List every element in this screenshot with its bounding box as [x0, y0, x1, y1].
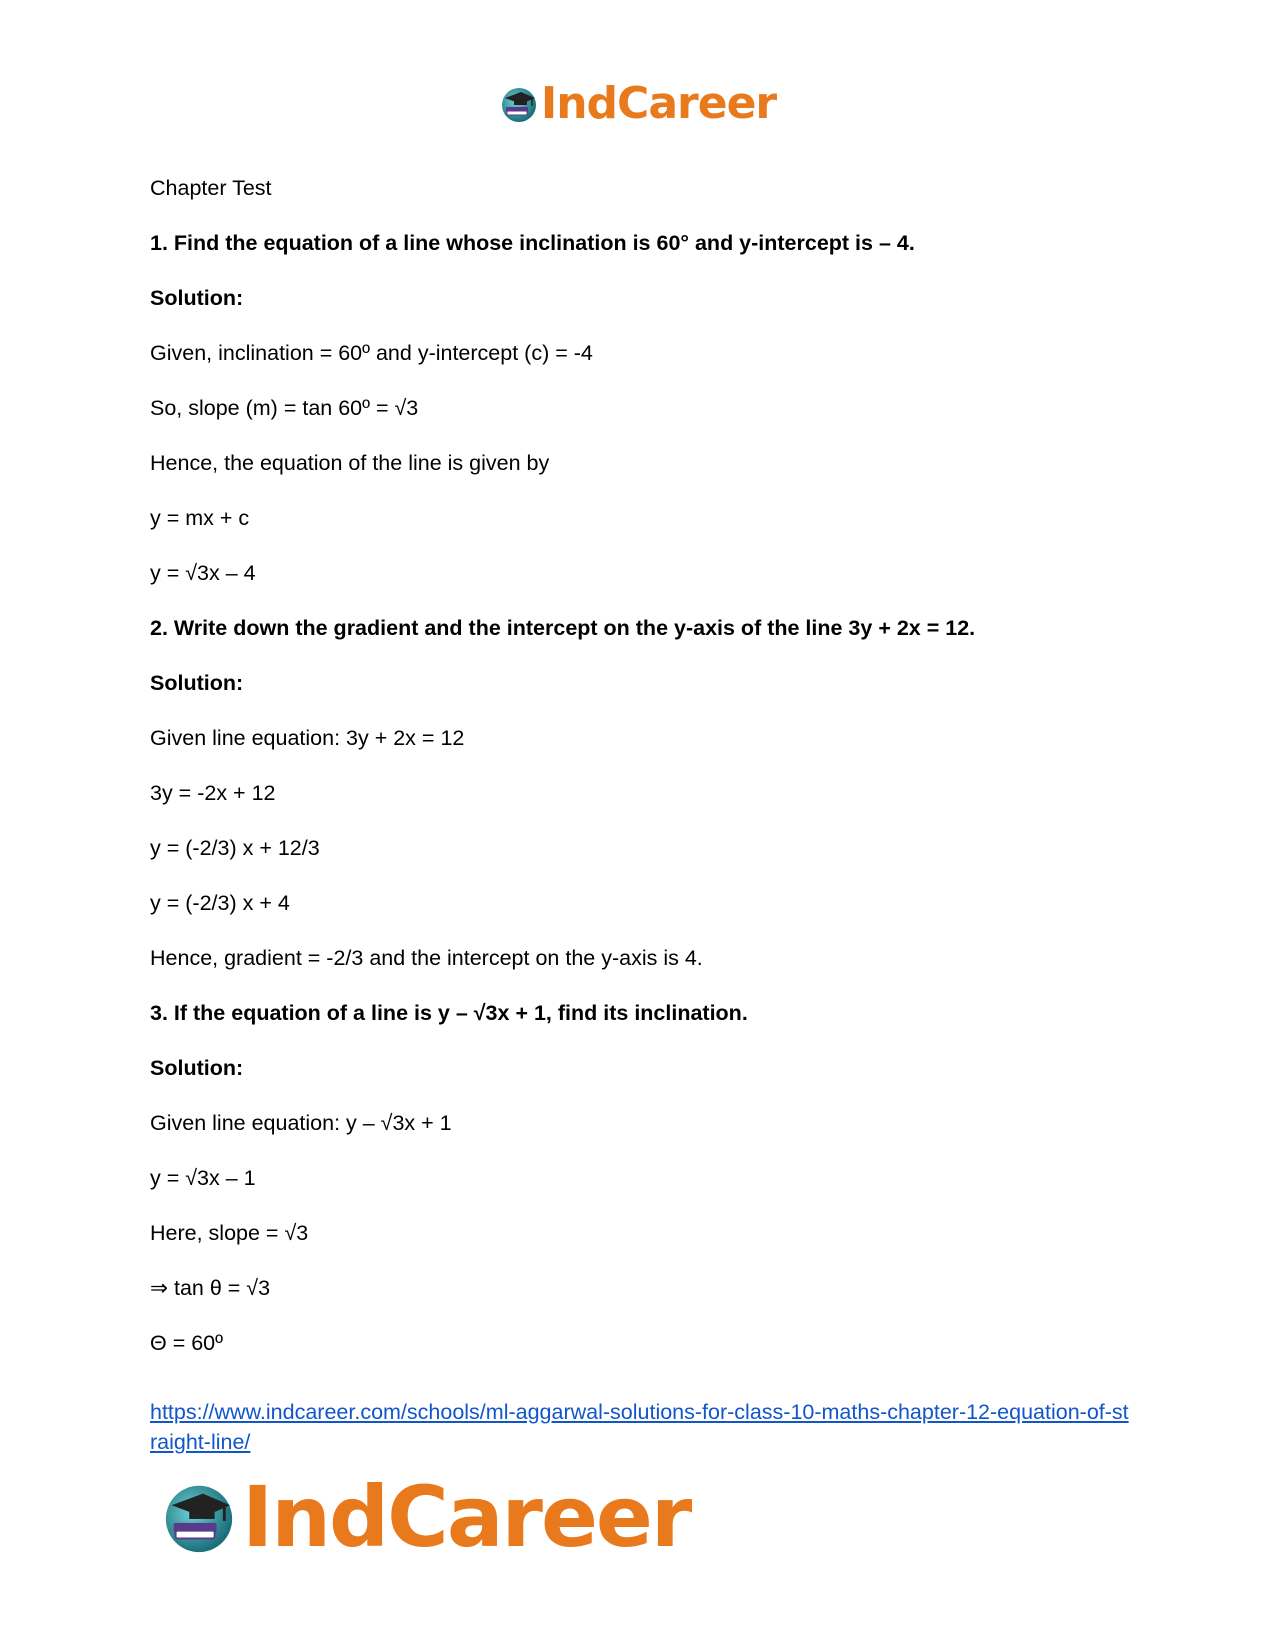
- source-link-block: [150, 1397, 1130, 1457]
- header-brand-text: IndCareer: [540, 78, 777, 129]
- text-line: Given line equation: 3y + 2x = 12: [150, 726, 465, 750]
- text-line: y = √3x – 1: [150, 1166, 256, 1190]
- question-or-heading-line: Solution:: [150, 286, 244, 310]
- question-or-heading-line: Solution:: [150, 671, 244, 695]
- text-line: y = √3x – 4: [150, 561, 256, 585]
- text-line: Hence, gradient = -2/3 and the intercept on the y-axis is 4.: [150, 946, 703, 970]
- text-line: So, slope (m) = tan 60º = √3: [150, 396, 419, 420]
- text-line: 3y = -2x + 12: [150, 781, 276, 805]
- source-link[interactable]: https://www.indcareer.com/schools/ml-aggarwal-solutions-for-class-10-maths-chapter-12-equation-of-straight-line/: [150, 1400, 1129, 1454]
- text-line: y = mx + c: [150, 506, 250, 530]
- text-line: Hence, the equation of the line is given by: [150, 451, 550, 475]
- graduation-cap-globe-icon: [499, 84, 539, 124]
- graduation-cap-globe-icon: [160, 1478, 238, 1556]
- text-line: y = (-2/3) x + 12/3: [150, 836, 320, 860]
- header-logo: [0, 78, 1275, 129]
- text-line: Given line equation: y – √3x + 1: [150, 1111, 452, 1135]
- question-or-heading-line: 3. If the equation of a line is y – √3x + 1, find its inclination.: [150, 1001, 748, 1025]
- text-line: y = (-2/3) x + 4: [150, 891, 290, 915]
- question-or-heading-line: Solution:: [150, 1056, 244, 1080]
- text-line: Θ = 60º: [150, 1331, 223, 1355]
- footer-logo: [160, 1468, 690, 1566]
- text-line: ⇒ tan θ = √3: [150, 1276, 271, 1300]
- text-line: Given, inclination = 60º and y-intercept (c) = -4: [150, 341, 593, 365]
- footer-brand-text: IndCareer: [242, 1468, 691, 1566]
- text-line: Chapter Test: [150, 176, 272, 200]
- document-body: [150, 175, 1130, 1385]
- text-line: Here, slope = √3: [150, 1221, 309, 1245]
- question-or-heading-line: 2. Write down the gradient and the intercept on the y-axis of the line 3y + 2x = 12.: [150, 616, 976, 640]
- question-or-heading-line: 1. Find the equation of a line whose inclination is 60° and y-intercept is – 4.: [150, 231, 915, 255]
